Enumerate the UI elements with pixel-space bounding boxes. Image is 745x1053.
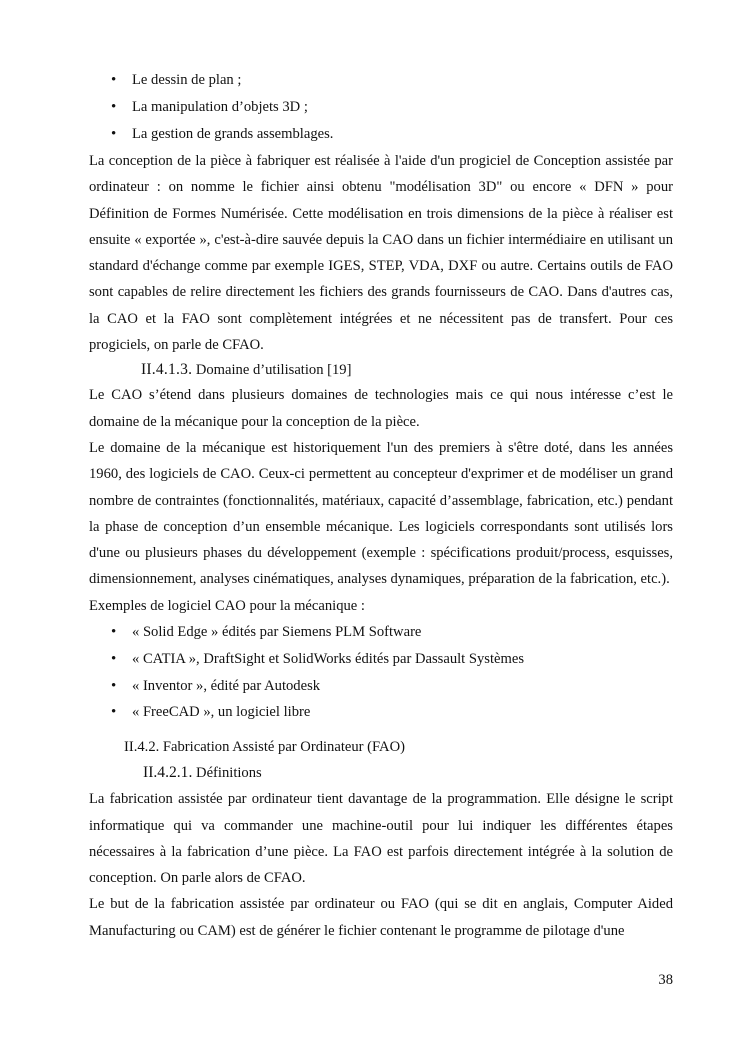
heading-domaine-utilisation <box>89 358 673 382</box>
document-page <box>89 67 673 944</box>
paragraph-fao-goal: Le but de la fabrication assistée par ordinateur ou FAO (qui se dit en anglais, Computer Aided Manufacturing ou CAM) est de générer le fichier contenant le programme de pilotage d'une <box>89 896 673 939</box>
list-item: • La gestion de grands assemblages. <box>89 121 673 148</box>
paragraph-examples-intro: Exemples de logiciel CAO pour la mécanique : <box>89 597 365 614</box>
list-item: • « Inventor », édité par Autodesk <box>89 673 673 700</box>
bullet-list-features <box>89 67 673 148</box>
list-item: • « Solid Edge » édités par Siemens PLM Software <box>89 619 673 646</box>
paragraph-cao-domains: Le CAO s’étend dans plusieurs domaines de technologies mais ce qui nous intéresse c’est le domaine de la mécanique pour la conception de la pièce. <box>89 387 673 430</box>
list-item: • La manipulation d’objets 3D ; <box>89 94 673 121</box>
heading-title: Domaine d’utilisation [19] <box>195 362 352 379</box>
bullet-list-software <box>89 619 673 726</box>
list-item: • Le dessin de plan ; <box>89 67 673 94</box>
list-item: • « FreeCAD », un logiciel libre <box>89 699 673 726</box>
paragraph-mecanique: Le domaine de la mécanique est historiquement l'un des premiers à s'être doté, dans les années 1960, des logiciels de CAO. Ceux-ci permettent au concepteur d'exprimer et de modéliser un grand nombre de contraintes (fonctionnalités, matériaux, capacité d’assemblage, fabrication, etc.) pendant la phase de conception d’un ensemble mécanique. Les logiciels correspondants sont utilisés lors d'une ou plusieurs phases du développement (exemple : spécifications produit/process, esquisses, dimensionnement, analyses cinématiques, analyses dynamiques, préparation de la fabrication, etc.). <box>89 439 673 588</box>
heading-number: II.4.1.3. <box>141 361 193 379</box>
paragraph-cao-design: La conception de la pièce à fabriquer est réalisée à l'aide d'un progiciel de Conception assistée par ordinateur : on nomme le fichier ainsi obtenu "modélisation 3D" ou encore « DFN » pour Définition de Formes Numérisée. Cette modélisation en trois dimensions de la pièce à réaliser est ensuite « exportée », c'est-à-dire sauvée depuis la CAO dans un fichier intermédiaire en utilisant un standard d'échange comme par exemple IGES, STEP, VDA, DXF ou autre. Certains outils de FAO sont capables de relire directement les fichiers des grands fournisseurs de CAO. Dans d'autres cas, la CAO et la FAO sont complètement intégrées et ne nécessitent pas de transfert. Pour ces progiciels, on parle de CFAO. <box>89 153 673 354</box>
list-item: • « CATIA », DraftSight et SolidWorks édités par Dassault Systèmes <box>89 646 673 673</box>
heading-fao: II.4.2. Fabrication Assisté par Ordinateur (FAO) <box>124 739 406 756</box>
page-number: 38 <box>658 972 673 988</box>
heading-definitions <box>89 760 673 786</box>
heading-title: Définitions <box>196 765 262 782</box>
paragraph-fao-definition: La fabrication assistée par ordinateur tient davantage de la programmation. Elle désigne le script informatique qui va commander une machine-outil pour lui indiquer les différentes étapes nécessaires à la fabrication d’une pièce. La FAO est parfois directement intégrée à la solution de conception. On parle alors de CFAO. <box>89 791 673 887</box>
heading-number: II.4.2.1. <box>143 764 193 782</box>
